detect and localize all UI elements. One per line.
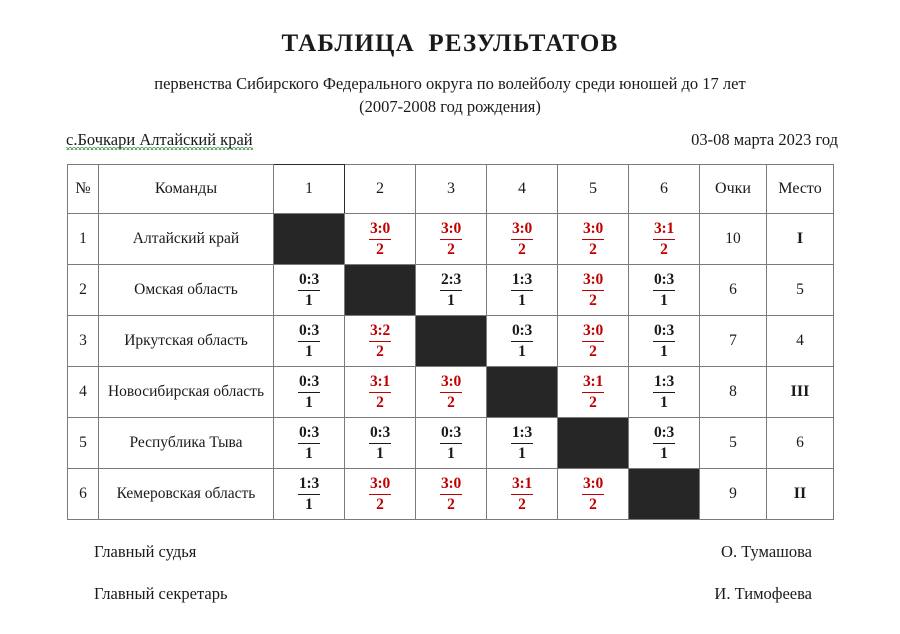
match-result-cell: [558, 367, 629, 418]
score-sets: 0:3: [298, 271, 320, 290]
total-points: 10: [700, 214, 767, 265]
score-win: [558, 322, 628, 360]
score-loss: [274, 322, 344, 360]
match-result-cell: [558, 265, 629, 316]
signature-row: [94, 542, 812, 562]
score-points: 2: [518, 240, 526, 258]
team-name: Новосибирская область: [99, 367, 274, 418]
total-points: 9: [700, 469, 767, 520]
total-points: 7: [700, 316, 767, 367]
score-points: 1: [305, 393, 313, 411]
match-result-cell: [629, 418, 700, 469]
score-points: 2: [376, 495, 384, 513]
match-result-cell: [487, 469, 558, 520]
match-result-cell: [274, 265, 345, 316]
score-win: [558, 220, 628, 258]
score-loss: [274, 424, 344, 462]
score-sets: 0:3: [653, 424, 675, 443]
score-win: [345, 373, 415, 411]
score-loss: [629, 322, 699, 360]
score-loss: [416, 424, 486, 462]
total-points: 5: [700, 418, 767, 469]
signature-name: О. Тумашова: [721, 542, 812, 562]
header-number: №: [68, 165, 99, 214]
row-number: 4: [68, 367, 99, 418]
score-loss: [629, 373, 699, 411]
score-sets: 0:3: [653, 322, 675, 341]
match-result-cell: [487, 265, 558, 316]
page-title: ТАБЛИЦА РЕЗУЛЬТАТОВ: [281, 30, 619, 57]
match-result-cell: [345, 214, 416, 265]
score-points: 2: [376, 240, 384, 258]
final-place-medal: III: [790, 383, 810, 401]
results-table: [67, 164, 834, 520]
match-result-cell: [487, 214, 558, 265]
score-sets: 3:0: [440, 373, 462, 392]
match-result-cell: [274, 418, 345, 469]
score-win: [487, 475, 557, 513]
match-result-cell: [629, 214, 700, 265]
final-place: [767, 367, 834, 418]
score-loss: [629, 424, 699, 462]
table-row: [68, 265, 834, 316]
header-points: Очки: [700, 165, 767, 214]
signature-role: Главный судья: [94, 542, 197, 562]
match-result-cell: [274, 469, 345, 520]
score-sets: 3:1: [653, 220, 675, 239]
score-points: 1: [376, 444, 384, 462]
header-opponent-2: 2: [345, 165, 416, 214]
final-place: [767, 469, 834, 520]
header-row: [68, 165, 834, 214]
score-points: 2: [447, 393, 455, 411]
score-sets: 1:3: [511, 424, 533, 443]
table-row: [68, 214, 834, 265]
event-meta-row: [0, 130, 900, 150]
row-number: 1: [68, 214, 99, 265]
score-loss: [487, 322, 557, 360]
team-name: Иркутская область: [99, 316, 274, 367]
score-points: 1: [660, 291, 668, 309]
table-row: [68, 418, 834, 469]
score-points: 1: [305, 342, 313, 360]
match-result-cell: [345, 316, 416, 367]
blocked-diagonal-cell: [416, 316, 487, 367]
match-result-cell: [274, 316, 345, 367]
score-points: 1: [447, 291, 455, 309]
score-win: [558, 475, 628, 513]
subtitle-line-2: (2007-2008 год рождения): [359, 96, 541, 116]
score-loss: [487, 271, 557, 309]
score-points: 1: [305, 444, 313, 462]
table-row: [68, 367, 834, 418]
score-points: 1: [305, 291, 313, 309]
match-result-cell: [558, 316, 629, 367]
score-loss: [416, 271, 486, 309]
score-sets: 3:0: [582, 220, 604, 239]
score-sets: 3:1: [369, 373, 391, 392]
final-place-medal: I: [796, 230, 804, 248]
blocked-diagonal-cell: [629, 469, 700, 520]
score-loss: [487, 424, 557, 462]
results-table-head: [68, 165, 834, 214]
score-points: 1: [447, 444, 455, 462]
score-points: 2: [518, 495, 526, 513]
final-place-medal: II: [793, 485, 807, 503]
score-sets: 3:0: [369, 220, 391, 239]
signature-role: Главный секретарь: [94, 584, 228, 604]
blocked-diagonal-cell: [274, 214, 345, 265]
match-result-cell: [487, 316, 558, 367]
score-win: [345, 322, 415, 360]
header-opponent-1: 1: [274, 165, 345, 214]
score-points: 1: [518, 291, 526, 309]
score-points: 2: [447, 240, 455, 258]
score-win: [416, 475, 486, 513]
match-result-cell: [416, 265, 487, 316]
score-sets: 3:0: [369, 475, 391, 494]
score-sets: 3:0: [582, 271, 604, 290]
score-win: [345, 220, 415, 258]
match-result-cell: [416, 418, 487, 469]
score-loss: [274, 271, 344, 309]
row-number: 6: [68, 469, 99, 520]
score-win: [558, 373, 628, 411]
match-result-cell: [416, 214, 487, 265]
match-result-cell: [416, 367, 487, 418]
document-header: [0, 0, 900, 118]
score-points: 2: [660, 240, 668, 258]
score-points: 1: [305, 495, 313, 513]
blocked-diagonal-cell: [558, 418, 629, 469]
signature-block: [0, 542, 900, 604]
header-opponent-5: 5: [558, 165, 629, 214]
match-result-cell: [629, 316, 700, 367]
score-sets: 0:3: [653, 271, 675, 290]
score-points: 1: [660, 444, 668, 462]
event-location-text: с.Бочкари Алтайский край: [66, 130, 253, 150]
match-result-cell: [629, 367, 700, 418]
match-result-cell: [558, 469, 629, 520]
total-points: 6: [700, 265, 767, 316]
score-sets: 3:0: [511, 220, 533, 239]
match-result-cell: [487, 418, 558, 469]
score-points: 1: [660, 393, 668, 411]
score-sets: 0:3: [298, 322, 320, 341]
score-points: 1: [518, 444, 526, 462]
score-sets: 3:0: [440, 475, 462, 494]
event-date: 03-08 марта 2023 год: [691, 130, 838, 150]
score-sets: 3:0: [582, 322, 604, 341]
final-place: 4: [767, 316, 834, 367]
blocked-diagonal-cell: [487, 367, 558, 418]
score-win: [629, 220, 699, 258]
signature-row: [94, 584, 812, 604]
signature-name: И. Тимофеева: [714, 584, 812, 604]
match-result-cell: [558, 214, 629, 265]
score-sets: 0:3: [298, 373, 320, 392]
score-win: [487, 220, 557, 258]
header-teams: Команды: [99, 165, 274, 214]
header-opponent-3: 3: [416, 165, 487, 214]
match-result-cell: [416, 469, 487, 520]
match-result-cell: [629, 265, 700, 316]
subtitle-line-1: первенства Сибирского Федерального округа по волейболу среди юношей до 17 лет: [154, 73, 746, 93]
score-points: 2: [589, 495, 597, 513]
team-name: Омская область: [99, 265, 274, 316]
event-location: [66, 130, 253, 150]
team-name: Республика Тыва: [99, 418, 274, 469]
score-sets: 0:3: [511, 322, 533, 341]
team-name: Алтайский край: [99, 214, 274, 265]
score-loss: [274, 373, 344, 411]
final-place: [767, 214, 834, 265]
score-points: 2: [589, 393, 597, 411]
score-loss: [274, 475, 344, 513]
score-win: [558, 271, 628, 309]
score-points: 2: [589, 342, 597, 360]
score-sets: 3:1: [511, 475, 533, 494]
row-number: 3: [68, 316, 99, 367]
score-sets: 0:3: [440, 424, 462, 443]
score-sets: 3:1: [582, 373, 604, 392]
score-sets: 2:3: [440, 271, 462, 290]
score-sets: 3:2: [369, 322, 391, 341]
score-points: 2: [376, 342, 384, 360]
header-opponent-4: 4: [487, 165, 558, 214]
score-points: 1: [518, 342, 526, 360]
header-opponent-6: 6: [629, 165, 700, 214]
score-loss: [629, 271, 699, 309]
score-points: 2: [589, 240, 597, 258]
score-sets: 3:0: [582, 475, 604, 494]
final-place: 5: [767, 265, 834, 316]
score-win: [416, 220, 486, 258]
score-points: 2: [376, 393, 384, 411]
score-sets: 0:3: [369, 424, 391, 443]
score-win: [416, 373, 486, 411]
team-name: Кемеровская область: [99, 469, 274, 520]
score-points: 1: [660, 342, 668, 360]
table-row: [68, 469, 834, 520]
match-result-cell: [345, 367, 416, 418]
match-result-cell: [345, 469, 416, 520]
score-sets: 3:0: [440, 220, 462, 239]
table-row: [68, 316, 834, 367]
score-sets: 0:3: [298, 424, 320, 443]
final-place: 6: [767, 418, 834, 469]
score-sets: 1:3: [298, 475, 320, 494]
score-sets: 1:3: [511, 271, 533, 290]
row-number: 2: [68, 265, 99, 316]
score-points: 2: [447, 495, 455, 513]
score-win: [345, 475, 415, 513]
row-number: 5: [68, 418, 99, 469]
document-subtitle: [0, 72, 900, 119]
score-loss: [345, 424, 415, 462]
match-result-cell: [345, 418, 416, 469]
header-place: Место: [767, 165, 834, 214]
blocked-diagonal-cell: [345, 265, 416, 316]
total-points: 8: [700, 367, 767, 418]
score-points: 2: [589, 291, 597, 309]
match-result-cell: [274, 367, 345, 418]
results-table-body: [68, 214, 834, 520]
score-sets: 1:3: [653, 373, 675, 392]
results-table-wrapper: [67, 164, 833, 520]
